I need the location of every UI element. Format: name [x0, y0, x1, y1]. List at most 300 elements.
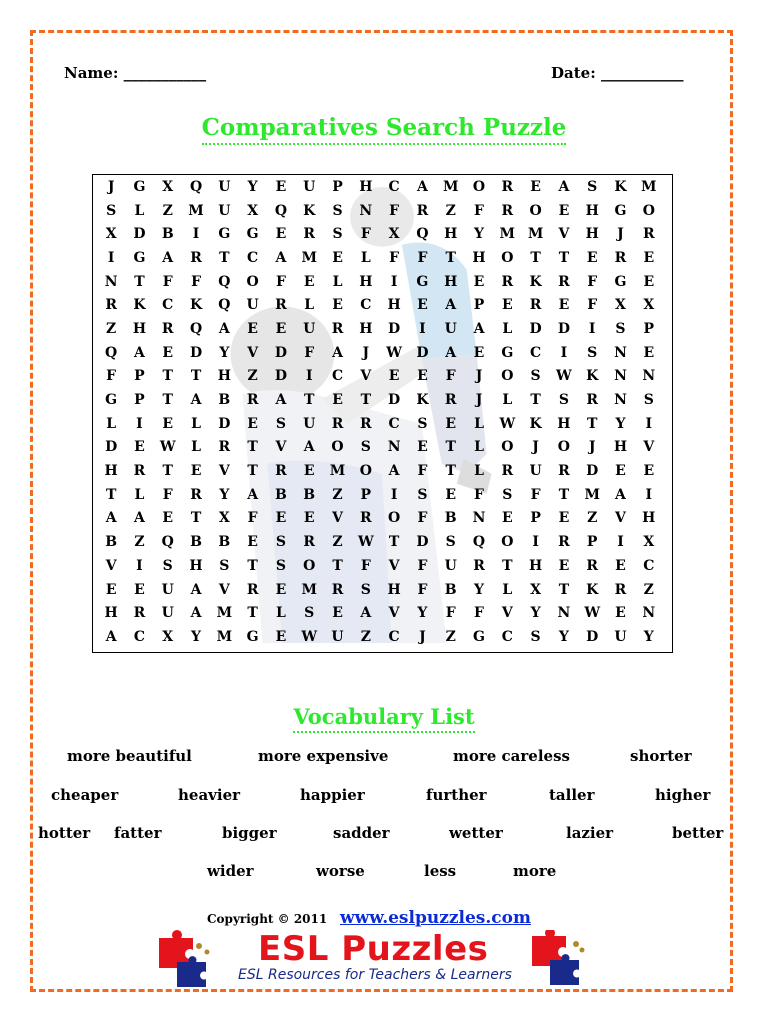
grid-letter: R: [642, 226, 655, 243]
grid-letter: G: [614, 202, 627, 219]
grid-letter: R: [360, 510, 372, 527]
word-search-grid: [92, 174, 673, 653]
grid-letter: F: [445, 368, 456, 385]
grid-letter: G: [133, 249, 146, 266]
grid-letter: T: [445, 463, 456, 480]
grid-letter: F: [360, 226, 371, 243]
grid-letter: Q: [416, 226, 429, 243]
grid-letter: O: [388, 510, 401, 527]
grid-letter: U: [303, 320, 316, 337]
grid-letter: T: [332, 557, 343, 574]
grid-letter: E: [558, 297, 570, 314]
grid-letter: G: [246, 628, 259, 645]
grid-letter: N: [614, 392, 627, 409]
grid-letter: E: [445, 486, 457, 503]
grid-letter: A: [388, 463, 400, 480]
grid-letter: C: [388, 415, 400, 432]
grid-letter: R: [331, 415, 344, 432]
grid-letter: H: [387, 297, 401, 314]
grid-letter: R: [331, 320, 344, 337]
grid-letter: E: [332, 249, 343, 266]
vocab-word: fatter: [114, 824, 162, 842]
vocab-word: bigger: [222, 824, 277, 842]
grid-letter: L: [191, 415, 201, 432]
grid-letter: T: [558, 581, 570, 598]
grid-letter: B: [218, 392, 231, 409]
grid-letter: I: [192, 226, 200, 243]
grid-letter: U: [444, 320, 457, 337]
grid-letter: R: [529, 297, 542, 314]
grid-letter: G: [105, 392, 118, 409]
grid-letter: T: [162, 392, 173, 409]
grid-letter: P: [134, 368, 145, 385]
grid-letter: O: [246, 273, 259, 290]
grid-letter: W: [386, 344, 402, 361]
grid-letter: R: [246, 392, 259, 409]
grid-letter: R: [444, 392, 457, 409]
grid-letter: R: [133, 463, 146, 480]
grid-letter: E: [332, 392, 343, 409]
grid-letter: I: [617, 534, 624, 551]
grid-letter: S: [587, 344, 598, 361]
grid-letter: U: [161, 605, 174, 622]
grid-letter: A: [558, 178, 570, 195]
grid-letter: N: [642, 605, 656, 622]
grid-letter: R: [303, 226, 316, 243]
grid-letter: T: [247, 463, 258, 480]
grid-letter: G: [246, 226, 259, 243]
grid-letter: L: [474, 439, 484, 456]
grid-letter: A: [105, 510, 117, 527]
grid-letter: H: [472, 249, 486, 266]
grid-letter: L: [332, 273, 343, 290]
grid-letter: E: [615, 557, 626, 574]
grid-letter: U: [246, 297, 259, 314]
grid-letter: A: [275, 249, 287, 266]
grid-letter: F: [389, 249, 400, 266]
grid-letter: T: [105, 486, 117, 503]
grid-letter: H: [557, 415, 571, 432]
tagline: ESL Resources for Teachers & Learners: [238, 967, 512, 983]
grid-letter: L: [474, 463, 484, 480]
grid-letter: Q: [189, 178, 203, 195]
grid-letter: S: [219, 557, 230, 574]
grid-letter: J: [362, 344, 370, 361]
grid-letter: S: [558, 392, 569, 409]
vocab-word: hotter: [38, 824, 91, 842]
grid-letter: E: [643, 463, 655, 480]
grid-letter: Y: [530, 605, 541, 622]
grid-letter: N: [557, 605, 571, 622]
grid-letter: H: [528, 557, 543, 574]
grid-letter: F: [474, 605, 484, 622]
grid-letter: E: [615, 463, 626, 480]
grid-letter: R: [105, 297, 117, 314]
grid-letter: O: [501, 439, 514, 456]
grid-letter: D: [586, 628, 599, 645]
grid-letter: X: [615, 297, 626, 314]
grid-letter: E: [388, 368, 400, 385]
grid-letter: S: [275, 534, 286, 551]
grid-letter: R: [501, 202, 514, 219]
page-title-text: Comparatives Search Puzzle: [202, 114, 567, 145]
grid-letter: A: [303, 439, 315, 456]
grid-letter: H: [642, 510, 656, 527]
grid-letter: E: [473, 273, 485, 290]
grid-letter: M: [188, 202, 204, 219]
grid-letter: I: [390, 273, 398, 290]
grid-letter: G: [614, 273, 627, 290]
grid-letter: J: [532, 439, 539, 456]
grid-letter: A: [473, 320, 485, 337]
grid-letter: S: [530, 628, 541, 645]
grid-letter: O: [472, 178, 486, 195]
grid-letter: E: [501, 510, 513, 527]
grid-letter: E: [473, 344, 485, 361]
grid-letter: D: [218, 415, 231, 432]
grid-letter: R: [501, 273, 514, 290]
grid-letter: B: [444, 510, 457, 527]
grid-letter: I: [136, 415, 143, 432]
grid-letter: T: [162, 368, 173, 385]
grid-letter: E: [275, 226, 287, 243]
grid-letter: I: [645, 415, 653, 432]
vocab-word: more careless: [453, 747, 570, 765]
grid-letter: L: [276, 605, 286, 622]
grid-letter: D: [274, 368, 287, 385]
grid-letter: E: [643, 249, 655, 266]
grid-letter: E: [303, 273, 315, 290]
grid-letter: K: [416, 392, 429, 409]
grid-letter: J: [475, 392, 483, 409]
grid-letter: R: [360, 415, 372, 432]
grid-letter: Z: [643, 581, 654, 598]
grid-letter: O: [557, 439, 570, 456]
grid-letter: H: [217, 368, 231, 385]
grid-letter: V: [105, 557, 117, 574]
grid-letter: E: [134, 581, 145, 598]
grid-letter: I: [560, 344, 568, 361]
grid-letter: V: [247, 344, 259, 361]
grid-letter: E: [417, 439, 428, 456]
grid-letter: E: [162, 415, 174, 432]
grid-letter: H: [104, 605, 118, 622]
grid-letter: I: [136, 557, 143, 574]
grid-letter: N: [614, 368, 627, 385]
grid-letter: Z: [247, 368, 258, 385]
grid-letter: O: [501, 534, 514, 551]
grid-letter: X: [105, 226, 117, 243]
grid-letter: F: [417, 463, 428, 480]
grid-letter: H: [189, 557, 203, 574]
grid-letter: V: [388, 557, 400, 574]
grid-letter: U: [614, 628, 627, 645]
grid-letter: S: [417, 486, 428, 503]
grid-letter: A: [190, 581, 202, 598]
grid-letter: T: [530, 249, 541, 266]
grid-letter: N: [472, 510, 486, 527]
grid-letter: F: [162, 273, 173, 290]
vocab-word: taller: [549, 786, 595, 804]
grid-letter: Z: [587, 510, 598, 527]
grid-letter: R: [586, 557, 599, 574]
grid-letter: E: [332, 605, 343, 622]
grid-letter: N: [104, 273, 118, 290]
grid-letter: T: [530, 392, 541, 409]
grid-letter: Z: [332, 486, 343, 503]
grid-letter: J: [475, 368, 483, 385]
grid-letter: C: [331, 368, 344, 385]
grid-letter: T: [304, 392, 315, 409]
grid-letter: I: [588, 320, 596, 337]
grid-letter: M: [442, 178, 459, 195]
grid-letter: E: [643, 273, 655, 290]
grid-letter: O: [331, 439, 344, 456]
grid-letter: E: [558, 202, 570, 219]
grid-letter: M: [641, 178, 657, 195]
grid-letter: A: [134, 344, 145, 361]
vocab-word: more expensive: [258, 747, 389, 765]
grid-letter: L: [134, 202, 145, 219]
grid-letter: W: [556, 368, 572, 385]
grid-letter: R: [558, 463, 570, 480]
grid-letter: R: [558, 534, 570, 551]
grid-letter: V: [643, 439, 655, 456]
vocab-word: sadder: [333, 824, 390, 842]
grid-letter: E: [417, 297, 428, 314]
grid-letter: E: [190, 463, 202, 480]
grid-letter: F: [247, 510, 258, 527]
grid-letter: T: [219, 249, 230, 266]
grid-letter: F: [417, 557, 428, 574]
grid-letter: E: [332, 297, 343, 314]
grid-letter: R: [133, 605, 146, 622]
grid-letter: L: [191, 439, 201, 456]
grid-letter: M: [301, 249, 317, 266]
grid-letter: D: [274, 344, 287, 361]
grid-letter: Z: [332, 534, 343, 551]
vocabulary-title-text: Vocabulary List: [293, 704, 474, 733]
grid-letter: Q: [161, 534, 174, 551]
grid-letter: J: [107, 178, 115, 195]
vocab-word: wetter: [449, 824, 503, 842]
grid-letter: G: [133, 178, 146, 195]
grid-letter: E: [558, 557, 570, 574]
grid-letter: S: [106, 202, 117, 219]
grid-letter: F: [417, 581, 428, 598]
grid-letter: O: [359, 463, 372, 480]
puzzle-pieces-left-icon: [155, 930, 215, 988]
grid-letter: W: [499, 415, 516, 432]
grid-letter: E: [615, 605, 626, 622]
grid-letter: V: [218, 581, 230, 598]
grid-letter: X: [162, 178, 174, 195]
grid-letter: E: [417, 368, 428, 385]
grid-letter: G: [501, 344, 514, 361]
grid-letter: V: [558, 226, 570, 243]
grid-letter: T: [502, 557, 513, 574]
grid-letter: R: [586, 392, 599, 409]
grid-letter: A: [445, 297, 457, 314]
grid-letter: V: [388, 605, 400, 622]
grid-letter: G: [218, 226, 231, 243]
grid-letter: H: [359, 178, 373, 195]
grid-letter: A: [445, 344, 457, 361]
grid-letter: S: [615, 320, 626, 337]
grid-letter: S: [360, 581, 371, 598]
grid-letter: U: [303, 415, 316, 432]
grid-letter: B: [275, 486, 287, 503]
grid-letter: E: [275, 178, 287, 195]
grid-letter: F: [587, 273, 598, 290]
grid-letter: F: [389, 202, 400, 219]
grid-letter: P: [332, 178, 343, 195]
grid-letter: Y: [558, 628, 569, 645]
grid-letter: S: [587, 178, 598, 195]
grid-letter: K: [303, 202, 316, 219]
grid-letter: H: [444, 226, 458, 243]
grid-letter: L: [106, 415, 117, 432]
grid-letter: T: [558, 249, 570, 266]
grid-letter: Z: [445, 202, 456, 219]
grid-letter: K: [529, 415, 542, 432]
grid-letter: E: [247, 320, 258, 337]
grid-letter: E: [275, 510, 287, 527]
grid-letter: E: [275, 628, 287, 645]
copyright-text: Copyright © 2011: [207, 912, 328, 926]
puzzle-pieces-right-icon: [520, 930, 588, 988]
grid-letter: E: [558, 510, 570, 527]
grid-letter: J: [617, 226, 624, 243]
grid-letter: L: [474, 415, 484, 432]
grid-letter: A: [190, 605, 202, 622]
grid-letter: M: [216, 605, 233, 622]
grid-letter: Y: [615, 415, 626, 432]
grid-letter: K: [586, 368, 599, 385]
grid-letter: Z: [360, 628, 371, 645]
grid-letter: K: [614, 178, 627, 195]
grid-letter: L: [502, 320, 513, 337]
grid-letter: S: [162, 557, 173, 574]
grid-letter: Y: [417, 605, 428, 622]
grid-letter: X: [162, 628, 174, 645]
grid-letter: V: [332, 510, 343, 527]
grid-letter: P: [360, 486, 372, 503]
grid-letter: B: [190, 534, 202, 551]
grid-letter: Z: [134, 534, 145, 551]
grid-letter: D: [133, 226, 146, 243]
grid-letter: E: [134, 439, 145, 456]
grid-letter: M: [329, 463, 346, 480]
grid-letter: S: [417, 415, 428, 432]
grid-letter: E: [530, 178, 541, 195]
grid-letter: E: [275, 581, 287, 598]
grid-letter: I: [532, 534, 539, 551]
grid-letter: B: [218, 534, 231, 551]
grid-letter: J: [419, 628, 426, 645]
grid-letter: Y: [643, 628, 654, 645]
grid-letter: X: [643, 534, 655, 551]
grid-letter: T: [445, 249, 456, 266]
grid-letter: U: [529, 463, 542, 480]
grid-letter: F: [304, 344, 315, 361]
grid-letter: X: [530, 581, 542, 598]
grid-letter: H: [585, 226, 599, 243]
grid-letter: P: [473, 297, 485, 314]
grid-letter: D: [529, 320, 542, 337]
grid-letter: H: [104, 463, 118, 480]
vocab-word: cheaper: [51, 786, 119, 804]
grid-letter: E: [162, 344, 174, 361]
grid-letter: F: [106, 368, 117, 385]
grid-letter: C: [388, 628, 400, 645]
grid-letter: R: [501, 463, 514, 480]
grid-letter: G: [416, 273, 429, 290]
grid-letter: T: [558, 486, 570, 503]
grid-letter: F: [530, 486, 541, 503]
grid-letter: R: [190, 249, 202, 266]
grid-letter: Q: [105, 344, 118, 361]
grid-letter: K: [586, 581, 599, 598]
grid-letter: U: [331, 628, 344, 645]
grid-letter: I: [107, 249, 115, 266]
grid-letter: T: [586, 415, 598, 432]
vocab-word: worse: [316, 862, 365, 880]
grid-letter: M: [216, 628, 233, 645]
grid-letter: B: [161, 226, 174, 243]
grid-letter: P: [530, 510, 541, 527]
grid-letter: U: [218, 202, 231, 219]
grid-letter: T: [134, 273, 145, 290]
grid-letter: C: [360, 297, 372, 314]
grid-letter: N: [642, 368, 656, 385]
grid-letter: P: [586, 534, 598, 551]
grid-letter: Q: [189, 320, 203, 337]
grid-letter: W: [301, 628, 318, 645]
grid-letter: W: [357, 534, 374, 551]
grid-letter: I: [645, 486, 653, 503]
grid-letter: R: [275, 297, 287, 314]
grid-letter: R: [501, 178, 514, 195]
grid-letter: F: [417, 510, 428, 527]
grid-letter: V: [275, 439, 287, 456]
grid-letter: S: [502, 486, 513, 503]
grid-letter: A: [247, 486, 259, 503]
grid-letter: D: [416, 534, 429, 551]
grid-letter: R: [331, 581, 344, 598]
grid-letter: B: [105, 534, 118, 551]
grid-letter: E: [275, 320, 287, 337]
grid-letter: O: [642, 202, 655, 219]
website-link[interactable]: www.eslpuzzles.com: [340, 908, 531, 928]
grid-letter: U: [303, 178, 316, 195]
grid-letter: C: [530, 344, 542, 361]
grid-letter: S: [275, 415, 286, 432]
letter-grid: [97, 175, 663, 649]
grid-letter: L: [134, 486, 145, 503]
grid-letter: E: [445, 415, 457, 432]
grid-letter: F: [360, 557, 371, 574]
grid-letter: T: [445, 439, 456, 456]
vocab-word: wider: [207, 862, 254, 880]
grid-letter: A: [615, 486, 626, 503]
grid-letter: E: [105, 581, 117, 598]
grid-letter: F: [474, 486, 484, 503]
grid-letter: H: [359, 273, 373, 290]
grid-letter: R: [218, 439, 231, 456]
esl-puzzles-logo: ESL Puzzles: [258, 929, 489, 969]
grid-letter: O: [501, 249, 514, 266]
